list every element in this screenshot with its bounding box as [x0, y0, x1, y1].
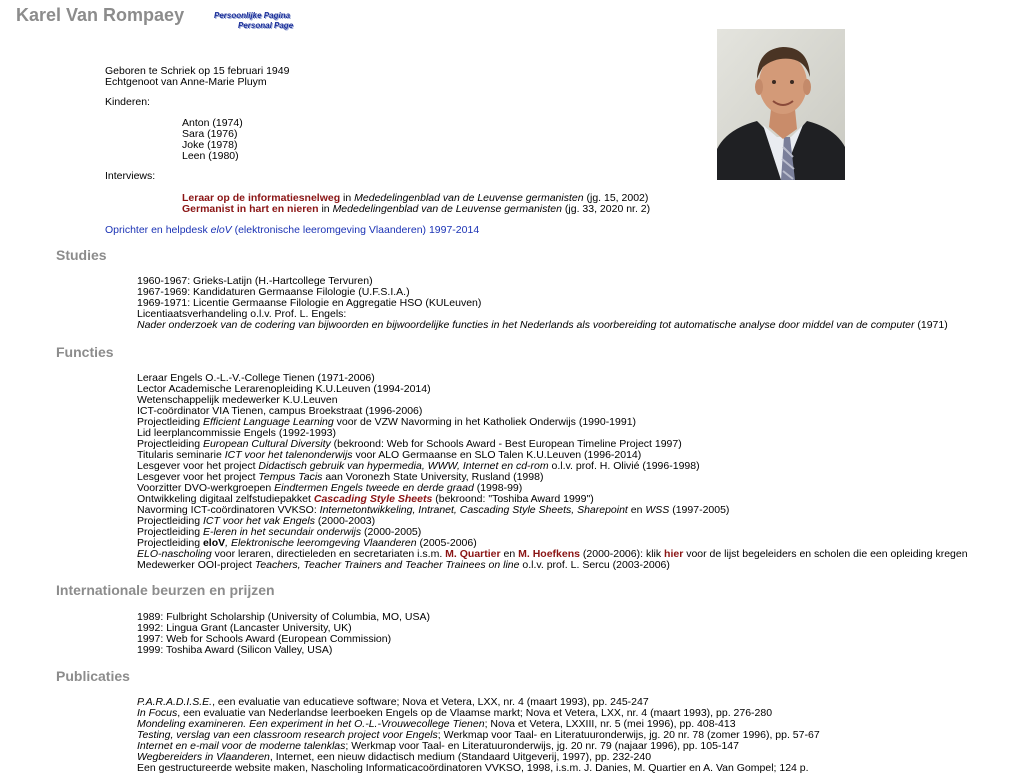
item-emphasis: European Cultural Diversity	[202, 438, 331, 450]
list-item: Wetenschappelijk medewerker K.U.Leuven	[137, 394, 338, 406]
item-text: voor ALO Germaanse en SLO Talen K.U.Leuven (1996-2014)	[352, 449, 642, 461]
item-emphasis: ICT voor het talenonderwijs	[224, 449, 353, 461]
item-text: en	[500, 548, 519, 560]
list-item: Lector Academische Lerarenopleiding K.U.Leuven (1994-2014)	[137, 383, 431, 395]
child-item: Leen (1980)	[182, 150, 239, 162]
item-text: Projectleiding	[137, 537, 203, 549]
interview-source: Mededelingenblad van de Leuvense germanisten	[354, 192, 584, 204]
children-list	[182, 118, 243, 162]
person-link-quartier[interactable]: M. Quartier	[445, 548, 501, 560]
publication-title: P.A.R.A.D.I.S.E.	[137, 696, 213, 708]
portrait-photo	[717, 29, 845, 180]
item-text: (bekroond: "Toshiba Award 1999")	[432, 493, 594, 505]
section-heading-awards: Internationale beurzen en prijzen	[56, 582, 275, 598]
interview-source: Mededelingenblad van de Leuvense germanisten	[332, 203, 562, 215]
person-link-hoefkens[interactable]: M. Hoefkens	[518, 548, 580, 560]
list-item: Licentiaatsverhandeling o.l.v. Prof. L. Engels:	[137, 308, 347, 320]
item-text: Voorzitter DVO-werkgroepen	[137, 482, 275, 494]
publication-details: ; Nova et Vetera, LXXIII, nr. 5 (mei 1996), pp. 408-413	[484, 718, 736, 730]
item-text: Navorming ICT-coördinatoren VVKSO:	[137, 504, 320, 516]
section-heading-studies: Studies	[56, 247, 107, 263]
item-emphasis: Teachers, Teacher Trainers and Teacher Trainees on line	[254, 559, 520, 571]
list-item	[137, 320, 948, 331]
publication-details: , Internet, een nieuw didactisch medium (Standaard Uitgeverij, 1997), pp. 232-240	[269, 751, 652, 763]
item-text: (1998-99)	[473, 482, 523, 494]
item-emphasis: ICT voor het vak Engels	[202, 515, 316, 527]
item-text: (2000-2006): klik	[579, 548, 665, 560]
list-item: 1997: Web for Schools Award (European Commission)	[137, 633, 392, 645]
item-emphasis: Internetontwikkeling, Intranet, Cascading Style Sheets, Sharepoint	[319, 504, 628, 516]
interview-link[interactable]: Germanist in hart en nieren	[182, 203, 319, 215]
item-text: o.l.v. prof. H. Olivié (1996-1998)	[548, 460, 700, 472]
item-text: Titularis seminarie	[137, 449, 225, 461]
item-emphasis: Eindtermen Engels tweede en derde graad	[274, 482, 474, 494]
spouse-line: Echtgenoot van Anne-Marie Pluym	[105, 76, 267, 88]
elov-founder-link[interactable]	[105, 224, 479, 236]
item-text: (1997-2005)	[669, 504, 730, 516]
css-course-link[interactable]: Cascading Style Sheets	[313, 493, 433, 505]
founder-text: Oprichter en helpdesk	[105, 224, 211, 236]
personal-page-badge[interactable]	[214, 11, 293, 31]
list-item	[137, 560, 968, 571]
child-item: Sara (1976)	[182, 128, 238, 140]
publication-title: Internet en e-mail voor de moderne talenklas	[137, 740, 346, 752]
interview-note: (jg. 33, 2020 nr. 2)	[561, 203, 651, 215]
item-emphasis: WSS	[645, 504, 670, 516]
interview-connector: in	[340, 192, 355, 204]
item-text: Lesgever voor het project	[137, 460, 259, 472]
item-emphasis: Tempus Tacis	[258, 471, 323, 483]
studies-list	[137, 276, 948, 331]
item-emphasis: E-leren in het secundair onderwijs	[202, 526, 362, 538]
item-text: (bekroond: Web for Schools Award - Best European Timeline Project 1997)	[330, 438, 682, 450]
section-heading-publications: Publicaties	[56, 668, 130, 684]
list-item: Een gestructureerde website maken, Nascholing Informaticacoördinatoren VVKSO, 1998, i.s.m. J. Danies, M. Quartier en A. Van Gompel; 124 p.	[137, 762, 809, 774]
publication-details: ; Werkmap voor Taal- en Literatuuronderwijs, jg. 20 nr. 78 (zomer 1996), pp. 57-67	[437, 729, 820, 741]
intro-block	[105, 66, 289, 88]
publication-details: , een evaluatie van educatieve software; Nova et Vetera, LXX, nr. 4 (maart 1993), pp. 245-247	[212, 696, 649, 708]
list-item: Leraar Engels O.-L.-V.-College Tienen (1971-2006)	[137, 372, 375, 384]
list-item: 1969-1971: Licentie Germaanse Filologie en Aggregatie HSO (KULeuven)	[137, 297, 482, 309]
interviews-label: Interviews:	[105, 170, 156, 182]
publication-title: Wegbereiders in Vlaanderen	[137, 751, 270, 763]
list-item: Lid leerplancommissie Engels (1992-1993)	[137, 427, 337, 439]
functions-list	[137, 373, 968, 571]
item-text: voor de VZW Navorming in het Katholiek Onderwijs (1990-1991)	[333, 416, 637, 428]
item-text: Projectleiding	[137, 438, 203, 450]
founder-elov: eloV	[210, 224, 232, 236]
publication-title: In Focus	[137, 707, 178, 719]
publication-title: Mondeling examineren. Een experiment in het O.-L.-Vrouwecollege Tienen	[137, 718, 485, 730]
item-text: Projectleiding	[137, 515, 203, 527]
item-bold: eloV	[202, 537, 226, 549]
site-title: Karel Van Rompaey	[16, 5, 185, 25]
interviews-heading	[105, 171, 155, 182]
interview-note: (jg. 15, 2002)	[583, 192, 649, 204]
publication-title: Testing, verslag van een classroom research project voor Engels	[137, 729, 438, 741]
item-text: (2005-2006)	[416, 537, 477, 549]
portrait-illustration	[717, 29, 845, 180]
here-link[interactable]: hier	[664, 548, 684, 560]
list-item: ICT-coördinator VIA Tienen, campus Broekstraat (1996-2006)	[137, 405, 423, 417]
item-emphasis: , Elektronische leeromgeving Vlaanderen	[225, 537, 417, 549]
badge-line-dutch: Persoonlijke Pagina	[214, 11, 291, 20]
section-heading-functions: Functies	[56, 344, 114, 360]
interview-link[interactable]: Leraar op de informatiesnelweg	[182, 192, 341, 204]
item-text: voor de lijst begeleiders en scholen die een opleiding kregen	[683, 548, 968, 560]
interviews-list	[182, 193, 650, 215]
item-text: o.l.v. prof. L. Sercu (2003-2006)	[519, 559, 670, 571]
interview-item	[182, 204, 650, 215]
item-text: Medewerker OOI-project	[137, 559, 255, 571]
item-text: Ontwikkeling digitaal zelfstudiepakket	[137, 493, 314, 505]
item-emphasis: Didactisch gebruik van hypermedia, WWW, Internet en cd-rom	[258, 460, 549, 472]
item-text: Projectleiding	[137, 416, 203, 428]
birth-line: Geboren te Schriek op 15 februari 1949	[105, 65, 290, 77]
children-label: Kinderen:	[105, 96, 150, 108]
item-text: voor leraren, directieleden en secretariaten i.s.m.	[211, 548, 446, 560]
list-item: 1967-1969: Kandidaturen Germaanse Filologie (U.F.S.I.A.)	[137, 286, 410, 298]
item-text: aan Voronezh State University, Rusland (1998)	[322, 471, 544, 483]
list-item: 1989: Fulbright Scholarship (University of Columbia, MO, USA)	[137, 611, 430, 623]
awards-list	[137, 612, 430, 656]
item-text: en	[627, 504, 646, 516]
child-item: Joke (1978)	[182, 139, 238, 151]
item-text: Lesgever voor het project	[137, 471, 259, 483]
list-item: 1999: Toshiba Award (Silicon Valley, USA)	[137, 644, 333, 656]
publication-details: , een evaluatie van Nederlandse leerboeken Engels op de Vlaamse markt; Nova et Vetera, LXX, nr. 4 (maart 1993), pp. 276-280	[177, 707, 773, 719]
thesis-title: Nader onderzoek van de codering van bijwoorden en bijwoordelijke functies in het Nederlands als voorbereiding tot automatische analyse door middel van de computer	[137, 319, 915, 331]
badge-line-english: Personal Page	[238, 21, 294, 30]
interview-connector: in	[318, 203, 333, 215]
item-emphasis: Efficient Language Learning	[202, 416, 334, 428]
founder-text-rest: (elektronische leeromgeving Vlaanderen) 1997-2014	[231, 224, 480, 236]
item-text: (2000-2005)	[361, 526, 422, 538]
item-text: (2000-2003)	[315, 515, 376, 527]
child-item: Anton (1974)	[182, 117, 243, 129]
children-heading	[105, 97, 150, 108]
thesis-year: (1971)	[914, 319, 948, 331]
list-item: 1992: Lingua Grant (Lancaster University, UK)	[137, 622, 352, 634]
list-item: 1960-1967: Grieks-Latijn (H.-Hartcollege Tervuren)	[137, 275, 373, 287]
publication-details: ; Werkmap voor Taal- en Literatuuronderwijs, jg. 20 nr. 79 (najaar 1996), pp. 105-147	[345, 740, 739, 752]
publications-list	[137, 697, 820, 774]
item-text: Projectleiding	[137, 526, 203, 538]
item-emphasis: ELO-nascholing	[137, 548, 212, 560]
